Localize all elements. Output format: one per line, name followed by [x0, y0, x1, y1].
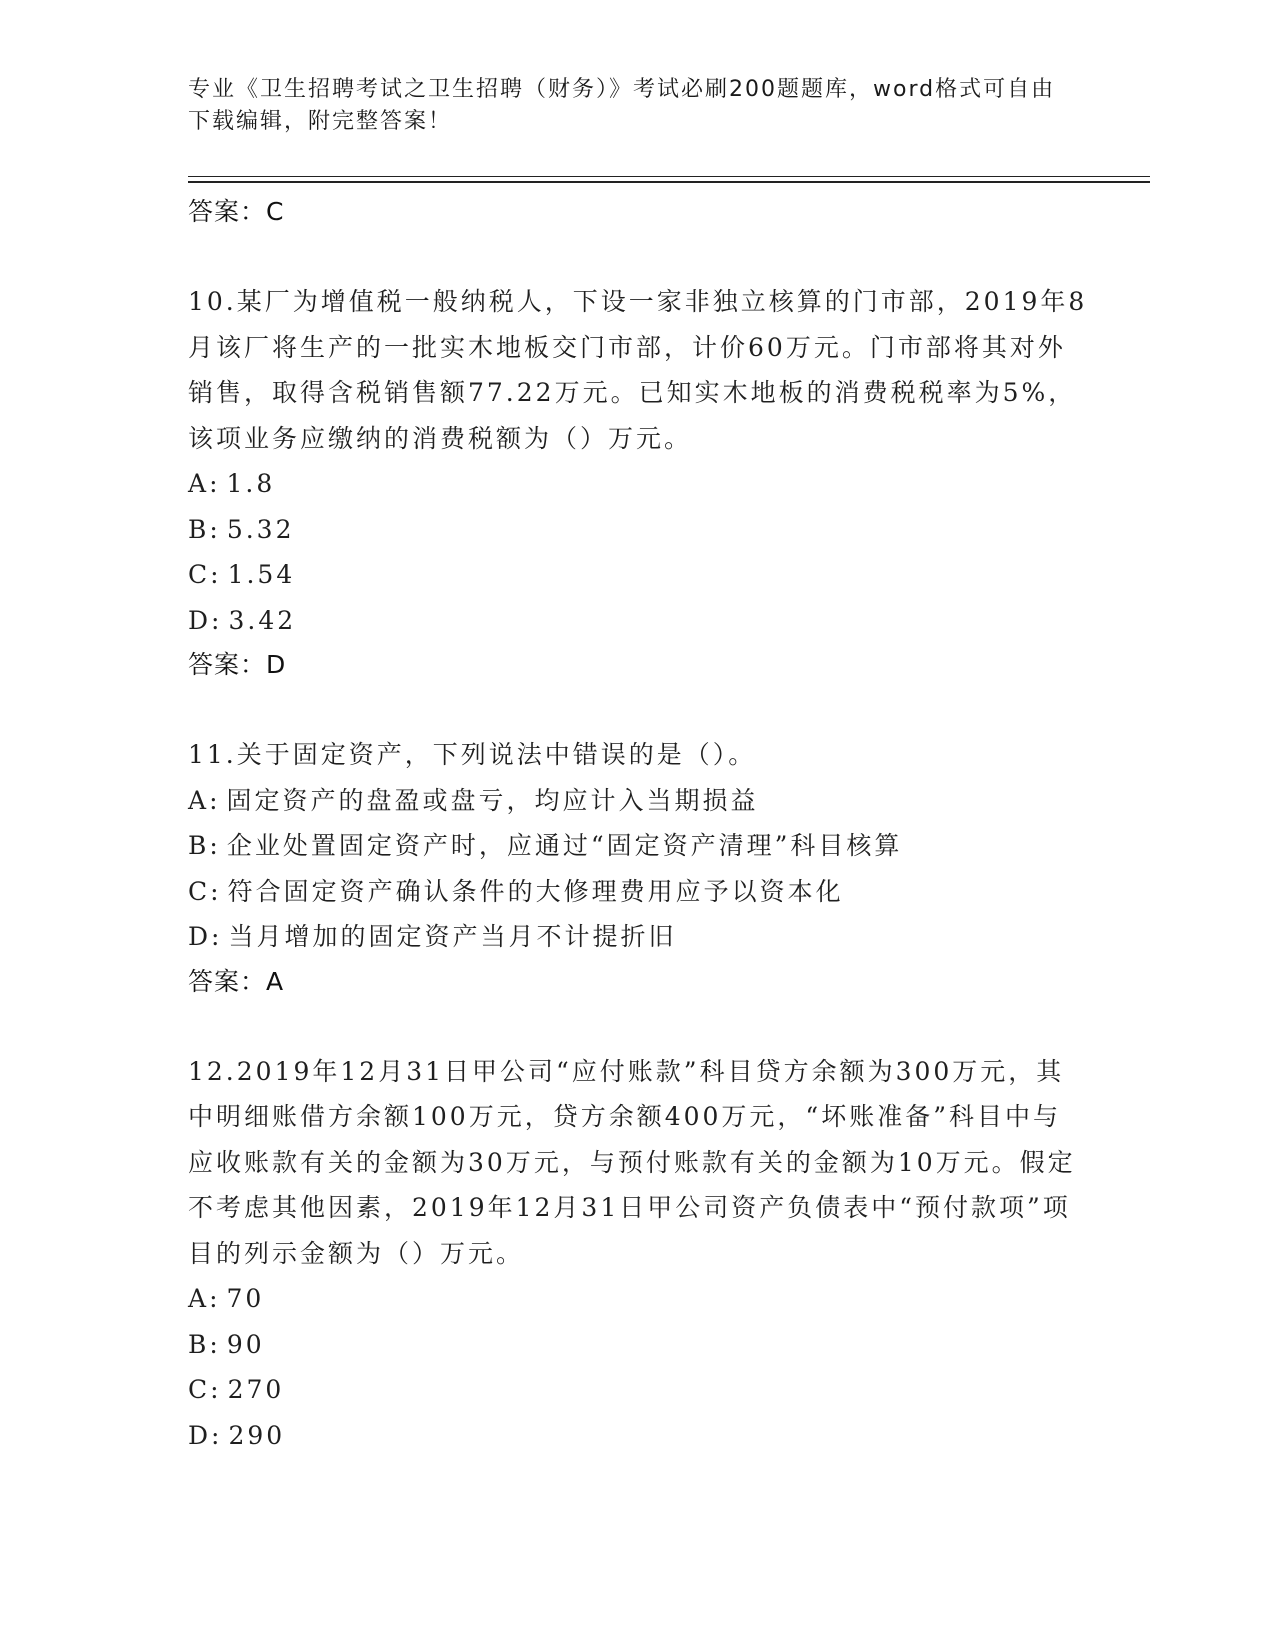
option-letter: C	[188, 560, 211, 589]
answer-line	[188, 643, 1088, 687]
option-c	[188, 1367, 1088, 1413]
option-letter: D	[188, 605, 212, 635]
option-d	[188, 1413, 1088, 1459]
answer-label: 答案：	[188, 966, 267, 996]
option-c	[188, 552, 1088, 598]
option-text: 当月增加的固定资产当月不计提折旧	[228, 922, 677, 951]
spacer	[188, 1004, 1088, 1049]
option-text: 290	[228, 1420, 286, 1450]
option-separator: :	[210, 876, 222, 906]
option-letter: D	[188, 922, 212, 951]
header-rule-thin	[188, 176, 1150, 177]
option-text: 5.32	[226, 514, 295, 544]
option-separator: :	[211, 1420, 223, 1450]
answer-value: A	[266, 966, 285, 996]
answer-value: D	[266, 650, 287, 679]
question-text: 11.关于固定资产，下列说法中错误的是（）。	[188, 740, 757, 769]
option-text: 符合固定资产确认条件的大修理费用应予以资本化	[227, 876, 844, 906]
option-b	[188, 507, 1088, 553]
answer-line	[188, 960, 1088, 1004]
option-separator: :	[209, 1329, 221, 1359]
option-separator: :	[211, 605, 223, 635]
option-text: 3.42	[228, 605, 297, 635]
option-letter: B	[188, 831, 210, 860]
option-b	[188, 1322, 1088, 1368]
question-text: 12.2019年12月31日甲公司“应付账款”科目贷方余额为300万元，其中明细账借方余额100万元，贷方余额400万元，“坏账准备”科目中与应收账款有关的金额为30万元，与预付账款有关的金额为10万元。假定不考虑其他因素，2019年12月31日甲公司资产负债表中“预付款项”项目的列示金额为（）万元。	[188, 1056, 1076, 1268]
option-letter: C	[188, 876, 211, 906]
question-block-12	[188, 1049, 1088, 1459]
answer-value: C	[266, 197, 285, 226]
option-letter: B	[188, 514, 210, 544]
option-text: 70	[226, 1284, 265, 1313]
option-text: 1.54	[227, 560, 296, 589]
answer-label: 答案：	[188, 650, 267, 679]
option-text: 1.8	[226, 469, 276, 498]
question-text: 10.某厂为增值税一般纳税人，下设一家非独立核算的门市部，2019年8月该厂将生产的一批实木地板交门市部，计价60万元。门市部将其对外销售，取得含税销售额77.22万元。已知实木地板的消费税税率为5%，该项业务应缴纳的消费税额为（）万元。	[188, 287, 1088, 453]
spacer	[188, 687, 1088, 732]
option-d	[188, 914, 1088, 960]
option-d	[188, 598, 1088, 644]
option-separator: :	[209, 831, 221, 860]
option-text: 270	[227, 1375, 285, 1404]
answer-label: 答案：	[188, 197, 267, 226]
option-text: 90	[226, 1329, 265, 1359]
option-letter: D	[188, 1420, 212, 1450]
option-separator: :	[209, 1284, 221, 1313]
option-text: 固定资产的盘盈或盘亏，均应计入当期损益	[226, 785, 759, 815]
option-separator: :	[210, 560, 222, 589]
spacer	[188, 234, 1088, 279]
option-c	[188, 869, 1088, 915]
question-block-10	[188, 279, 1088, 687]
option-a	[188, 1276, 1088, 1322]
option-a	[188, 461, 1088, 507]
option-separator: :	[211, 922, 223, 951]
option-letter: A	[188, 785, 210, 815]
answer-line-prev	[188, 190, 1088, 234]
option-separator: :	[210, 1375, 222, 1404]
question-list	[188, 190, 1088, 1458]
question-block-11	[188, 732, 1088, 1004]
option-a	[188, 778, 1088, 824]
option-b	[188, 823, 1088, 869]
option-letter: A	[188, 1284, 210, 1313]
option-letter: A	[188, 469, 210, 498]
option-letter: C	[188, 1375, 211, 1404]
option-text: 企业处置固定资产时，应通过“固定资产清理”科目核算	[226, 831, 903, 860]
option-separator: :	[209, 785, 221, 815]
option-letter: B	[188, 1329, 210, 1359]
option-separator: :	[209, 469, 221, 498]
option-separator: :	[209, 514, 221, 544]
document-header: 专业《卫生招聘考试之卫生招聘（财务）》考试必刷200题题库，word格式可自由下载编辑，附完整答案！	[188, 77, 1056, 134]
header-rule-thick	[188, 181, 1150, 183]
